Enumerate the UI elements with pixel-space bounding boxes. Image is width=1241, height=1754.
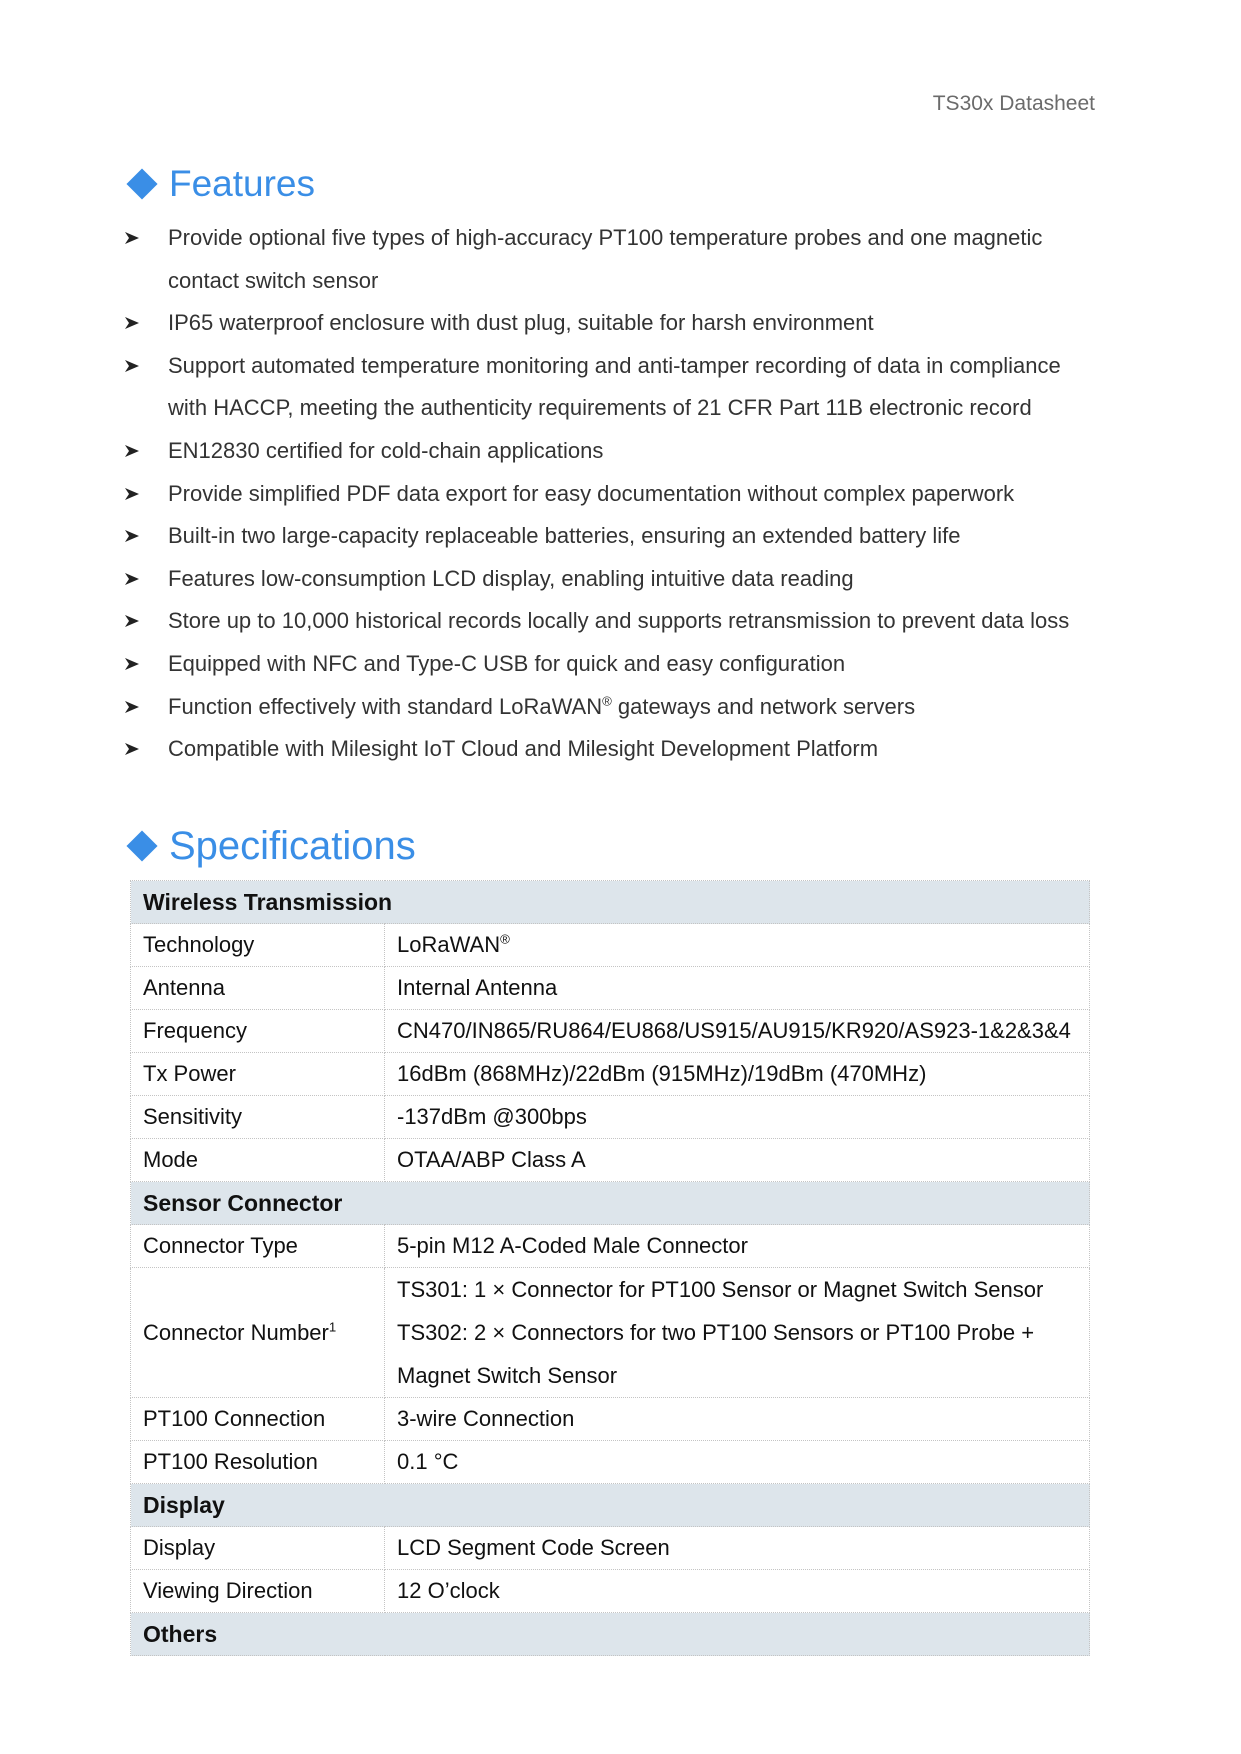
spec-label-cell — [131, 1053, 385, 1096]
spec-value-cell — [385, 924, 1090, 967]
diamond-icon — [126, 830, 157, 861]
spec-label-cell — [131, 1527, 385, 1570]
feature-item — [124, 558, 1098, 601]
spec-value: 3-wire Connection — [397, 1406, 575, 1431]
spec-row — [131, 924, 1090, 967]
spec-section-title: Sensor Connector — [131, 1182, 1090, 1225]
feature-item-text: Equipped with NFC and Type-C USB for quick and easy configuration — [168, 650, 846, 676]
spec-value: 0.1 °C — [397, 1449, 459, 1474]
feature-item-text: Compatible with Milesight IoT Cloud and Milesight Development Platform — [168, 736, 879, 762]
feature-item-text: Provide simplified PDF data export for easy documentation without complex paperwork — [168, 480, 1015, 506]
spec-label: Connector Number — [143, 1319, 329, 1345]
spec-label-cell — [131, 1268, 385, 1398]
spec-value-cell — [385, 1570, 1090, 1613]
arrow-bullet-icon — [124, 315, 140, 331]
footnote-marker: 1 — [328, 1319, 337, 1335]
feature-item-text: Support automated temperature monitoring and anti-tamper recording of data in compliance with HACCP, meeting the authenticity requirements of 21 CFR Part 11B electronic record — [168, 352, 1061, 421]
spec-label-cell — [131, 1096, 385, 1139]
feature-item-text: Features low-consumption LCD display, enabling intuitive data reading — [168, 565, 854, 591]
spec-label-cell — [131, 1139, 385, 1182]
spec-value-cell — [385, 1225, 1090, 1268]
spec-value-cell — [385, 1096, 1090, 1139]
spec-row — [131, 1010, 1090, 1053]
arrow-bullet-icon — [124, 486, 140, 502]
feature-item-text: Function effectively with standard LoRaWAN® gateways and network servers — [168, 693, 916, 719]
spec-label: PT100 Connection — [143, 1406, 326, 1431]
spec-value: LCD Segment Code Screen — [397, 1535, 670, 1560]
spec-section-header-row — [131, 1182, 1090, 1225]
spec-label: Display — [143, 1535, 216, 1560]
spec-section-title: Wireless Transmission — [131, 881, 1090, 924]
spec-section-header-row — [131, 1613, 1090, 1656]
feature-item — [124, 515, 1098, 558]
spec-value-cell — [385, 1139, 1090, 1182]
arrow-bullet-icon — [124, 613, 140, 629]
spec-row — [131, 1570, 1090, 1613]
arrow-bullet-icon — [124, 358, 140, 374]
arrow-bullet-icon — [124, 741, 140, 757]
spec-value-cell — [385, 1268, 1090, 1398]
spec-label-cell — [131, 1398, 385, 1441]
spec-label: Frequency — [143, 1018, 247, 1043]
spec-label: Sensitivity — [143, 1104, 243, 1129]
spec-label-cell — [131, 1570, 385, 1613]
spec-value: LoRaWAN — [397, 932, 501, 957]
spec-value-line: TS302: 2 × Connectors for two PT100 Sensors or PT100 Probe + Magnet Switch Sensor — [397, 1320, 1035, 1388]
spec-label: Technology — [143, 932, 255, 957]
spec-label-cell — [131, 1225, 385, 1268]
spec-row — [131, 1441, 1090, 1484]
feature-item — [124, 686, 1098, 729]
feature-item — [124, 430, 1098, 473]
spec-row — [131, 1398, 1090, 1441]
spec-value-cell — [385, 967, 1090, 1010]
spec-value-cell — [385, 1527, 1090, 1570]
spec-value: 16dBm (868MHz)/22dBm (915MHz)/19dBm (470MHz) — [397, 1061, 927, 1086]
diamond-icon — [126, 168, 157, 199]
spec-label: Antenna — [143, 975, 225, 1000]
spec-value: Internal Antenna — [397, 975, 558, 1000]
features-heading-text: Features — [169, 163, 316, 204]
document-title: TS30x Datasheet — [932, 92, 1095, 115]
features-heading — [126, 162, 315, 206]
spec-value-cell — [385, 1053, 1090, 1096]
spec-section-title: Others — [131, 1613, 1090, 1656]
spec-label: Connector Type — [143, 1233, 298, 1258]
feature-item-text: Provide optional five types of high-accuracy PT100 temperature probes and one magnetic contact switch sensor — [168, 225, 1043, 293]
feature-item — [124, 217, 1098, 302]
spec-section-header-row — [131, 881, 1090, 924]
spec-value: CN470/IN865/RU864/EU868/US915/AU915/KR920/AS923-1&2&3&4 — [397, 1018, 1071, 1043]
arrow-bullet-icon — [124, 443, 140, 459]
spec-value-cell — [385, 1010, 1090, 1053]
feature-item — [124, 643, 1098, 686]
spec-label: Tx Power — [143, 1061, 236, 1086]
spec-label: PT100 Resolution — [143, 1449, 318, 1474]
features-list — [124, 217, 1098, 771]
registered-mark: ® — [500, 931, 510, 947]
registered-mark: ® — [602, 693, 612, 709]
spec-value: -137dBm @300bps — [397, 1104, 587, 1129]
feature-item — [124, 302, 1098, 345]
spec-value-cell — [385, 1441, 1090, 1484]
feature-item-text: Built-in two large-capacity replaceable batteries, ensuring an extended battery life — [168, 523, 961, 549]
spec-row — [131, 967, 1090, 1010]
specifications-heading — [126, 822, 416, 870]
feature-item — [124, 600, 1098, 643]
arrow-bullet-icon — [124, 699, 140, 715]
spec-row — [131, 1139, 1090, 1182]
spec-section-header-row — [131, 1484, 1090, 1527]
specifications-heading-text: Specifications — [169, 824, 416, 868]
spec-section-title: Display — [131, 1484, 1090, 1527]
spec-value: 5-pin M12 A-Coded Male Connector — [397, 1233, 748, 1258]
spec-label-cell — [131, 1010, 385, 1053]
spec-value-line: TS301: 1 × Connector for PT100 Sensor or Magnet Switch Sensor — [397, 1277, 1044, 1302]
feature-item — [124, 473, 1098, 516]
feature-item-text: Store up to 10,000 historical records locally and supports retransmission to prevent data loss — [168, 608, 1070, 634]
spec-row — [131, 1527, 1090, 1570]
spec-row — [131, 1268, 1090, 1398]
spec-label-cell — [131, 1441, 385, 1484]
arrow-bullet-icon — [124, 230, 140, 246]
feature-item — [124, 728, 1098, 771]
arrow-bullet-icon — [124, 528, 140, 544]
spec-row — [131, 1096, 1090, 1139]
feature-item-text: EN12830 certified for cold-chain applications — [168, 437, 604, 463]
spec-value: 12 O’clock — [397, 1578, 500, 1603]
spec-label: Viewing Direction — [143, 1578, 313, 1603]
spec-label-cell — [131, 924, 385, 967]
arrow-bullet-icon — [124, 571, 140, 587]
arrow-bullet-icon — [124, 656, 140, 672]
spec-row — [131, 1053, 1090, 1096]
spec-label: Mode — [143, 1147, 199, 1172]
spec-row — [131, 1225, 1090, 1268]
feature-item — [124, 345, 1098, 430]
specifications-table — [130, 880, 1090, 1656]
spec-label-cell — [131, 967, 385, 1010]
spec-value-cell — [385, 1398, 1090, 1441]
spec-value: OTAA/ABP Class A — [397, 1147, 586, 1172]
feature-item-text: IP65 waterproof enclosure with dust plug, suitable for harsh environment — [168, 310, 874, 336]
